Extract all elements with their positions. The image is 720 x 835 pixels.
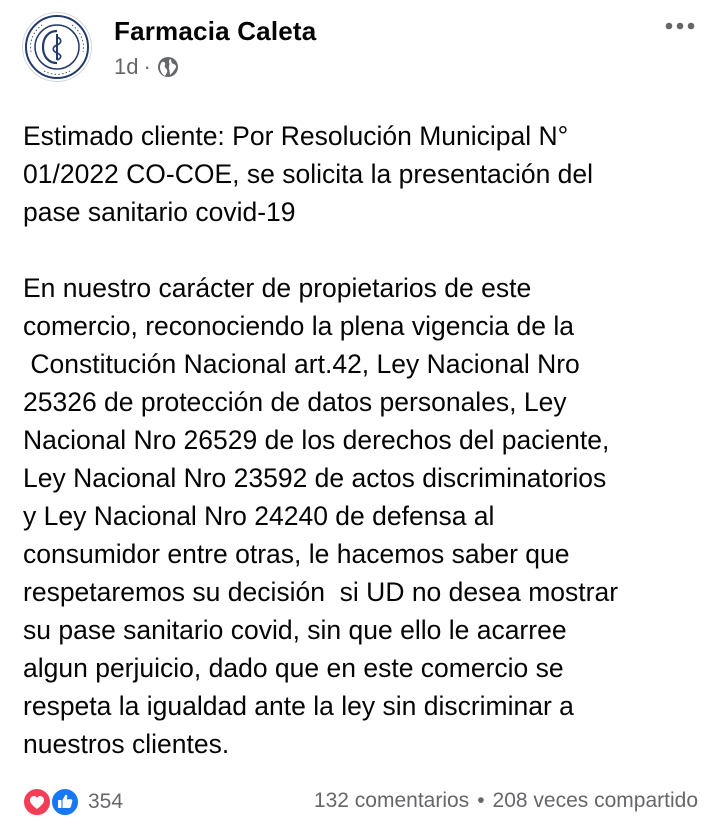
post-footer — [22, 786, 698, 818]
farmacia-logo-icon — [22, 12, 92, 82]
engagement-counts — [314, 789, 698, 813]
reaction-count: 354 — [88, 790, 124, 813]
post-meta — [114, 54, 179, 80]
love-reaction-icon — [22, 787, 52, 817]
counts-separator: • — [477, 789, 485, 812]
meta-separator: · — [143, 54, 151, 79]
page-avatar[interactable] — [22, 12, 92, 82]
reaction-icons — [22, 786, 84, 818]
post-timestamp[interactable]: 1d — [114, 54, 139, 79]
shares-count-link[interactable]: 208 veces compartido — [492, 789, 698, 812]
page-name[interactable]: Farmacia Caleta — [114, 16, 317, 46]
more-options-icon[interactable] — [660, 14, 700, 38]
globe-icon — [157, 56, 179, 78]
comments-count-link[interactable]: 132 comentarios — [313, 789, 470, 812]
post-header — [22, 12, 702, 82]
reactions-summary[interactable] — [22, 786, 123, 818]
post-body-text: Estimado cliente: Por Resolución Municipal N° 01/2022 CO-COE, se solicita la presentación del pase sanitario covid-19 En nuestro carácter de propietarios de este comercio, reconociendo la plena vigencia de la Constitución Nacional art.42, Ley Nacional Nro 25326 de protección de datos personales, Ley Nacional Nro 26529 de los derechos del paciente, Ley Nacional Nro 23592 de actos discriminatorios y Ley Nacional Nro 24240 de defensa al consumidor entre otras, le hacemos saber que respetaremos su decisión si UD no desea mostrar su pase sanitario covid, sin que ello le acarree algun perjuicio, dado que en este comercio se respeta la igualdad ante la ley sin discriminar a nuestros clientes. — [23, 121, 619, 759]
like-reaction-icon — [50, 787, 80, 817]
